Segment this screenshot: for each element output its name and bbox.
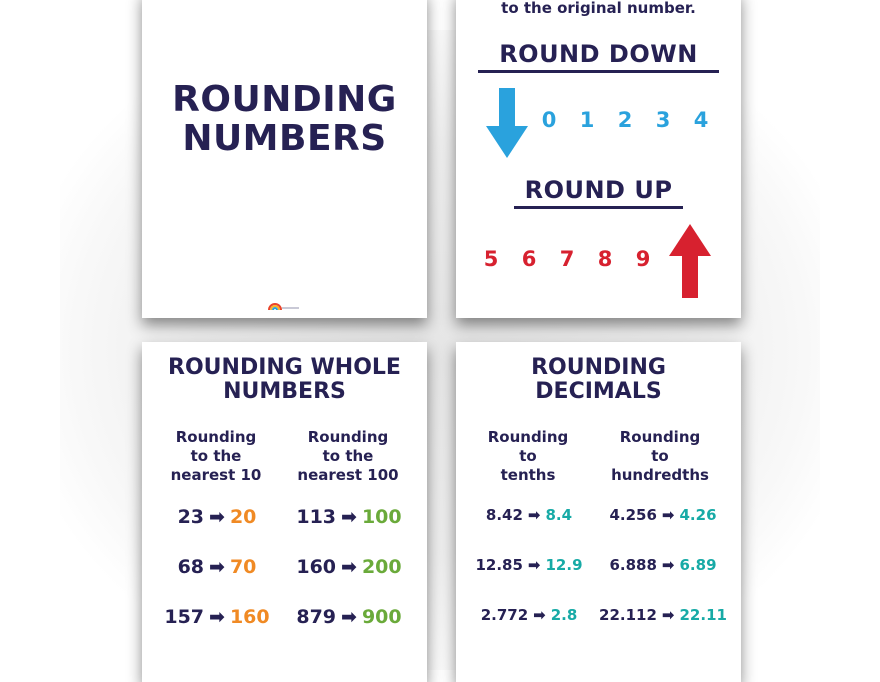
example-row xyxy=(592,606,734,624)
original-value: 68 xyxy=(177,556,205,578)
arrow-right-icon: ➡ xyxy=(209,556,225,578)
rounded-value: 20 xyxy=(229,506,257,528)
heading-line: nearest 100 xyxy=(297,466,399,484)
round-down-digits xyxy=(530,108,720,132)
cover-title-line1: ROUNDING xyxy=(172,79,397,120)
rainbow-logo-icon xyxy=(267,300,301,312)
rounded-value: 160 xyxy=(229,606,270,628)
hundredths-heading xyxy=(594,428,726,485)
heading-line: hundredths xyxy=(611,466,709,484)
decimals-poster xyxy=(456,342,741,682)
digit: 3 xyxy=(655,108,671,132)
title-line2: NUMBERS xyxy=(223,379,346,404)
decimals-title xyxy=(456,356,741,404)
arrow-right-icon: ➡ xyxy=(661,606,675,624)
round-down-title: ROUND DOWN xyxy=(478,40,719,73)
heading-line: to the xyxy=(190,447,242,465)
rounded-value: 12.9 xyxy=(545,556,583,574)
round-up-digits xyxy=(472,247,662,271)
digit: 9 xyxy=(635,247,651,271)
example-row xyxy=(592,506,734,524)
rounded-value: 6.89 xyxy=(679,556,717,574)
heading-line: Rounding xyxy=(619,428,701,446)
rounded-value: 2.8 xyxy=(550,606,578,624)
arrow-right-icon: ➡ xyxy=(533,606,546,624)
original-value: 879 xyxy=(296,606,337,628)
digit: 0 xyxy=(541,108,557,132)
arrow-down-icon xyxy=(486,88,528,160)
heading-line: to xyxy=(651,447,669,465)
arrow-right-icon: ➡ xyxy=(209,606,225,628)
arrow-right-icon: ➡ xyxy=(341,556,357,578)
rounded-value: 100 xyxy=(361,506,402,528)
original-value: 23 xyxy=(177,506,205,528)
whole-numbers-title xyxy=(142,356,427,404)
rounded-value: 200 xyxy=(361,556,402,578)
digit: 1 xyxy=(579,108,595,132)
heading-line: Rounding xyxy=(175,428,257,446)
heading-line: to xyxy=(519,447,537,465)
title-line1: ROUNDING WHOLE xyxy=(168,355,401,380)
original-value: 113 xyxy=(296,506,337,528)
round-up-title: ROUND UP xyxy=(514,176,683,209)
nearest-100-heading xyxy=(282,428,414,485)
arrow-right-icon: ➡ xyxy=(661,556,675,574)
rounded-value: 22.11 xyxy=(679,606,727,624)
digit: 6 xyxy=(521,247,537,271)
rounded-value: 900 xyxy=(361,606,402,628)
heading-line: Rounding xyxy=(307,428,389,446)
title-line1: ROUNDING xyxy=(531,355,666,380)
digit: 8 xyxy=(597,247,613,271)
heading-line: Rounding xyxy=(487,428,569,446)
heading-line: nearest 10 xyxy=(170,466,262,484)
example-row xyxy=(146,606,288,628)
original-value: 6.888 xyxy=(609,556,657,574)
original-value: 157 xyxy=(164,606,205,628)
arrow-up-icon xyxy=(669,224,711,298)
arrow-right-icon: ➡ xyxy=(527,556,541,574)
cover-title-line2: NUMBERS xyxy=(182,118,387,159)
example-row xyxy=(278,506,420,528)
rounded-value: 70 xyxy=(229,556,257,578)
cover-poster xyxy=(142,0,427,318)
example-row xyxy=(458,556,600,574)
example-row xyxy=(146,506,288,528)
heading-line: to the xyxy=(322,447,374,465)
title-line2: DECIMALS xyxy=(535,379,662,404)
digit: 4 xyxy=(693,108,709,132)
whole-numbers-poster xyxy=(142,342,427,682)
example-row xyxy=(458,506,600,524)
original-value: 22.112 xyxy=(599,606,657,624)
original-value: 2.772 xyxy=(480,606,529,624)
example-row xyxy=(278,556,420,578)
arrow-right-icon: ➡ xyxy=(209,506,225,528)
cover-title xyxy=(142,80,427,158)
original-value: 8.42 xyxy=(485,506,523,524)
nearest-10-heading xyxy=(150,428,282,485)
rounded-value: 8.4 xyxy=(545,506,573,524)
example-row xyxy=(458,606,600,624)
arrow-right-icon: ➡ xyxy=(661,506,675,524)
original-value: 160 xyxy=(296,556,337,578)
example-row xyxy=(592,556,734,574)
rounded-value: 4.26 xyxy=(679,506,717,524)
digit: 2 xyxy=(617,108,633,132)
rules-poster xyxy=(456,0,741,318)
intro-text: to the original number. xyxy=(501,0,696,17)
original-value: 12.85 xyxy=(475,556,523,574)
arrow-right-icon: ➡ xyxy=(341,606,357,628)
example-row xyxy=(278,606,420,628)
heading-line: tenths xyxy=(500,466,556,484)
digit: 5 xyxy=(483,247,499,271)
arrow-right-icon: ➡ xyxy=(527,506,541,524)
original-value: 4.256 xyxy=(609,506,657,524)
arrow-right-icon: ➡ xyxy=(341,506,357,528)
example-row xyxy=(146,556,288,578)
digit: 7 xyxy=(559,247,575,271)
tenths-heading xyxy=(462,428,594,485)
